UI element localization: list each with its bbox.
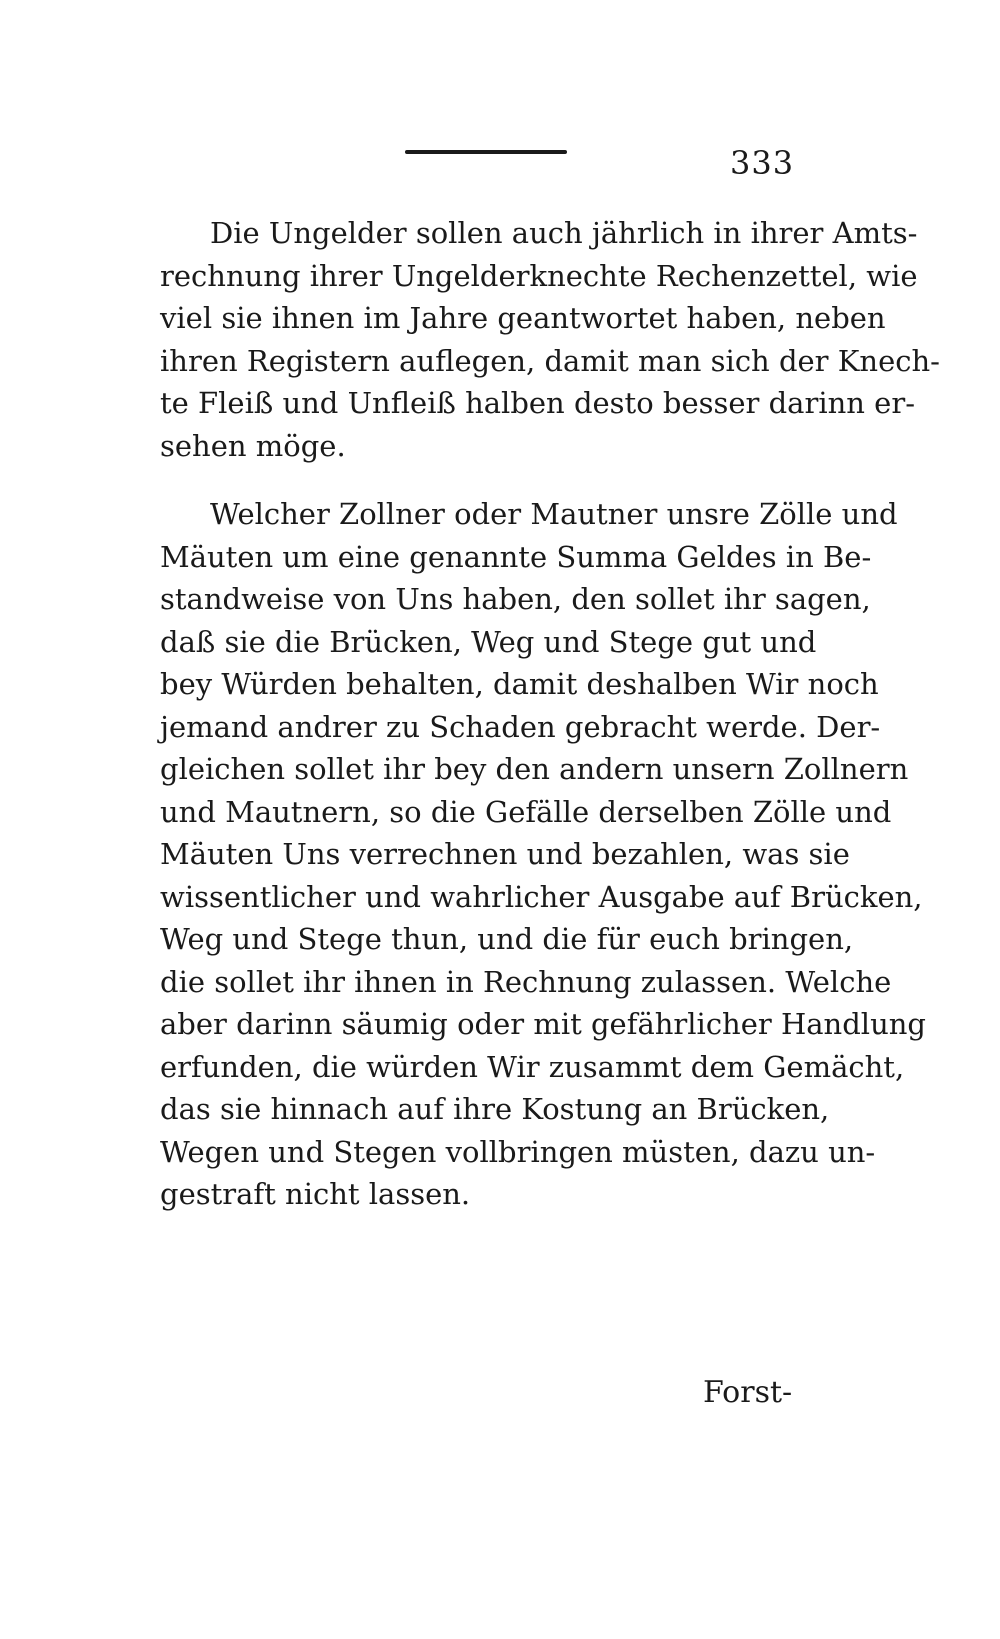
text-line: und Mautnern, so die Gefälle derselben Zölle und [160,794,892,829]
text-line: aber darinn säumig oder mit gefährlicher Handlung [160,1007,926,1041]
text-line: daß sie die Brücken, Weg und Stege gut und [160,624,817,659]
text-line: wissentlicher und wahrlicher Ausgabe auf Brücken, [160,879,923,914]
text-line: Mäuten Uns verrechnen und bezahlen, was sie [160,837,850,871]
paragraph-1 [160,212,940,467]
text-line: standweise von Uns haben, den sollet ihr sagen, [160,582,871,616]
text-line: rechnung ihrer Ungelderknechte Rechenzettel, wie [160,258,918,293]
text-line: Mäuten um eine genannte Summa Geldes in Be- [160,539,872,574]
text-line: Welcher Zollner oder Mautner unsre Zölle und [210,497,898,531]
text-line: Die Ungelder sollen auch jährlich in ihrer Amts- [210,216,918,250]
text-line: gestraft nicht lassen. [160,1177,471,1211]
text-line: viel sie ihnen im Jahre geantwortet haben, neben [160,301,886,335]
text-line: sehen möge. [160,428,346,463]
text-line: das sie hinnach auf ihre Kostung an Brücken, [160,1092,830,1126]
text-line: te Fleiß und Unfleiß halben desto besser darinn er- [160,386,916,420]
text-line: Wegen und Stegen vollbringen müsten, dazu un- [160,1134,876,1169]
paragraph-2 [160,493,926,1216]
text-line: ihren Registern auflegen, damit man sich der Knech- [160,343,940,378]
text-line: bey Würden behalten, damit deshalben Wir noch [160,667,879,701]
header-rule [405,150,567,154]
text-line: erfunden, die würden Wir zusammt dem Gemächt, [160,1049,905,1084]
text-line: gleichen sollet ihr bey den andern unsern Zollnern [160,752,909,786]
catchword: Forst- [703,1375,793,1410]
text-line: Weg und Stege thun, und die für euch bringen, [160,922,854,956]
text-line: jemand andrer zu Schaden gebracht werde. Der- [160,709,881,744]
page-number: 333 [730,144,795,182]
text-line: die sollet ihr ihnen in Rechnung zulassen. Welche [160,964,892,999]
